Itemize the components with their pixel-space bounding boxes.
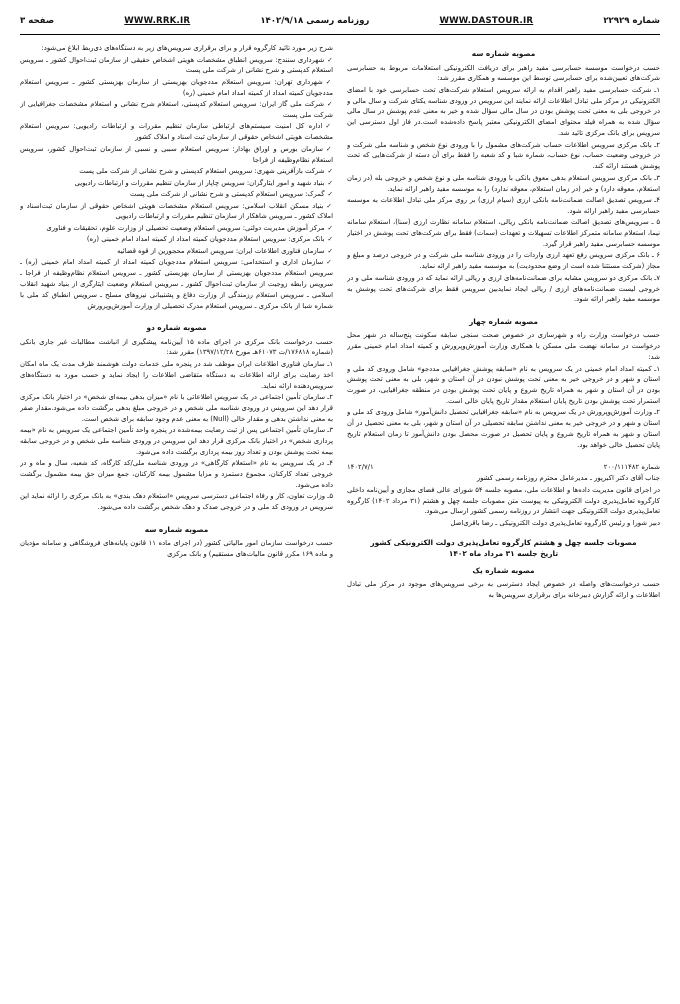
paragraph: ۲ـ بانک مرکزی سرویس اطلاعات حساب شرکت‌های مشمول را با ورودی نوع شخص و شناسه ملی شرکت و در خروجی وضعیت حساب، نوع حساب، شماره شبا و کد شعبه را فقط برای آن دسته از شرکت‌هایی که تحت پوشش هستند ارائه کند. (347, 140, 660, 171)
page-number: صفحه ۳ (20, 16, 55, 26)
spacer (20, 312, 333, 317)
checklist-item: ✓ بنیاد شهید و امور ایثارگران: سرویس چاپار از سازمان تنظیم مقررات و ارتباطات رادیویی (20, 178, 333, 189)
paragraph: حسب درخواست بانک مرکزی در اجرای ماده ۱۵ آیین‌نامه پیشگیری از انباشت مطالبات غیر جاری بانکی (شماره ۱۷۶۸۱۸/ت ۶۱۰۷۳هـ مورخ ۱۳۹۷/۱۲/۲۸) مقرر شد: (20, 337, 333, 357)
letter-reference (347, 462, 660, 473)
paragraph: ۵ـ وزارت تعاون، کار و رفاه اجتماعی دسترسی سرویس «استعلام دهک بندی» به بانک مرکزی را ارائه نماید این سرویس در ورودی کد ملی و در خروجی صدک و دهک شخص برگشت داده می‌شود. (20, 492, 333, 512)
right-column (347, 43, 660, 963)
paragraph: ۴ـ سرویس تصدیق اصالت ضمانت‌نامه بانکی ارزی (سیام ارزی) بر روی مرکز ملی تبادل اطلاعات به موسسه حسابرسی مفید راهبر ارائه شود. (347, 196, 660, 215)
letter-date: ۱۴۰۲/۷/۱ (347, 463, 374, 472)
issue-number: شماره ۲۲۹۲۹ (603, 16, 660, 26)
page-header (20, 12, 660, 35)
paragraph: حسب درخواست‌های واصله در خصوص ایجاد دسترسی به برخی سرویس‌های موجود در مرکز ملی تبادل اطلاعات و ارائه گزارش دبیرخانه برای برقراری سرویس‌ها به (347, 580, 660, 599)
checklist-item: ✓ شهرداری سنندج: سرویس انطباق مشخصات هویتی اشخاص حقیقی از سازمان ثبت‌احوال کشور ـ سرویس استعلام کدپستی و شرح نشانی از شرکت ملی پست (20, 55, 333, 77)
paragraph: ۴ـ در یک سرویس به نام «استعلام کارگاهی» در ورودی شناسه ملی/کد کارگاه، کد شعبه، سال و ماه و در خروجی تعداد کارکنان، مجموع دستمزد و مزایا مشمول بیمه کارکنان، جمع میزان حق بیمه مشمول برگشت داده می‌شود. (20, 459, 333, 489)
section-heading: مصوبه شماره یک (472, 565, 535, 575)
section-heading: مصوبه شماره سه (471, 49, 536, 58)
checklist-item: ✓ بنیاد مسکن انقلاب اسلامی: سرویس استعلام مشخصات هویتی اشخاص حقوقی از سازمان ثبت‌اسناد و املاک کشور ـ سرویس شاهکار از سازمان تنظیم مقررات و ارتباطات رادیویی (20, 201, 333, 223)
letter-number: شماره ۲۰۰/۱۱۱۴۸۲ (603, 463, 660, 472)
session-title: مصوبات جلسه چهل و هشتم کارگروه تعامل‌پذیری دولت الکترونیکی کشور تاریخ جلسه ۳۱ مرداد ماه ۱۴۰۲ (370, 537, 637, 559)
paragraph: دبیر شورا و رئیس کارگروه تعامل‌پذیری دولت الکترونیکی ـ رضا باقری‌اصل (450, 518, 660, 527)
paragraph: حسب درخواست سازمان امور مالیاتی کشور (در اجرای ماده ۱۱ قانون پایانه‌های فروشگاهی و سامانه مؤدیان و ماده ۱۶۹ مکرر قانون مالیات‌های مستقیم) و بانک مرکزی (20, 539, 333, 559)
paragraph: ۱ـ سازمان فناوری اطلاعات ایران موظف شد در پنجره ملی خدمات دولت هوشمند ظرف مدت یک ماه امکان اخذ رضایت برای ارائه اطلاعات به دستگاه متقاضی اطلاعات را ایجاد نماید و حسب مورد به دستگاه‌های سرویس‌دهنده ارائه نماید. (20, 359, 333, 390)
paragraph: شرح زیر مورد تائید کارگروه قرار و برای برقراری سرویس‌های زیر به دستگاه‌های ذی‌ربط ابلاغ می‌شود: (41, 44, 333, 52)
paragraph: جناب آقای دکتر اکبرپور ـ مدیرعامل محترم روزنامه رسمی کشور (476, 474, 660, 483)
columns (20, 43, 660, 963)
paragraph: ۷ـ بانک مرکزی دو سرویس مشابه برای ضمانت‌نامه‌های ارزی و ریالی ارائه نماید که در ورودی شناسه ملی و در خروجی لیست ضمانت‌نامه‌های ارزی / ریالی ایجاد نمایدبین سرویس فقط برای شرکت‌های تحت پوشش به موسسه مفید راهبر ارائه شود. (347, 273, 660, 304)
left-column (20, 43, 333, 963)
paragraph: ۲ـ وزارت آموزش‌وپرورش در یک سرویس به نام «سابقه جغرافیایی تحصیل دانش‌آموز» شامل ورودی کد ملی و استان و شهر و در خروجی خیر به معنی نداشتن سابقه تحصیلی در آن استان و شهر، بلی به معنی تحصیل در آن استان و شهر به همراه تاریخ شروع و پایان تحصیل در صورت محصل بودن دانش‌آموز تا زمان استعلام تاریخ پایان تحصیل خالی خواهد بود. (347, 408, 660, 449)
checklist-item: ✓ بانک مرکزی: سرویس استعلام مددجویان کمیته امداد از کمیته امداد امام خمینی (ره) (20, 234, 333, 245)
checklist-item: ✓ گمرک: سرویس استعلام کدپستی و شرح نشانی از شرکت ملی پست (20, 189, 333, 200)
section-heading: مصوبه شماره سه (144, 524, 209, 534)
paragraph: ۱ـ کمیته امداد امام خمینی در یک سرویس به نام «سابقه پوشش جغرافیایی مددجو» شامل ورودی کد ملی و استان و شهر و در خروجی خیر به معنی تحت پوشش نبودن در آن استان و شهر، بلی به معنی تحت پوشش بودن در آن استان و شهر به همراه تاریخ شروع و پایان تحت پوشش بودن در منطقه جغرافیایی، در صورت استمرار تحت پوشش بودن تاریخ پایان استعلام مقدار تاریخ پایان خالی است. (347, 364, 660, 405)
paragraph: ۶ ـ بانک مرکزی سرویس رفع تعهد ارزی واردات را در ورودی شناسه ملی شرکت و در خروجی درصد و مبلغ و مجاز (شرکت مستثنا شده است از وضع محدودیت) به موسسه مفید راهبر ارائه نماید. (347, 251, 660, 271)
paragraph: ۳ـ سازمان تأمین اجتماعی پس از ثبت رضایت بیمه‌شده در پنجره واحد تأمین اجتماعی یک سرویس به نام «بیمه پردازی شخص» در اختیار بانک مرکزی قرار دهد این سرویس در ورودی شناسه ملی شخص و در خروجی سابقه بیمه تحت پوشش بودن و تعداد روز بیمه پردازی برگشت داده می‌شود. (20, 426, 333, 456)
rrk-link[interactable]: WWW.RRK.IR (124, 16, 191, 26)
checklist-item: ✓ شرکت ملی گاز ایران: سرویس استعلام کدپستی، استعلام شرح نشانی و استعلام مشخصات جغرافیایی از شرکت ملی پست (20, 99, 333, 121)
paragraph: ۱ـ شرکت حسابرسی مفید راهبر اقدام به ارائه سرویس استعلام شرکت‌های تحت حسابرسی خود با امضای الکترونیکی در مرکز ملی تبادل اطلاعات ارائه نمایند این سرویس در ورودی شناسه یکتای شرکت و سال مالی و در خروجی بلی به معنی تحت پوشش بودن در سال مالی سؤال شده و خیر به معنی عدم پوشش در سال مالی سؤال شده به همراه فیلد محتوای امضای الکترونیکی معتبر پاسخ داده‌شده است.در فاز اول دسترسی این سرویس برای بانک مرکزی تائید شد. (347, 85, 660, 138)
paragraph: ۵ ـ سرویس‌های تصدیق اصالت ضمانت‌نامه بانکی ریالی، استعلام سامانه نظارت ارزی (سنا)، استعلام سامانه نیما، استعلام سامانه متمرکز اطلاعات تسهیلات و تعهدات (سمات) فقط برای شرکت‌های تحت پوشش در اختیار موسسه حسابرسی مفید راهبر قرار گیرد. (347, 218, 660, 248)
checklist-item: ✓ شرکت بازآفرینی شهری: سرویس استعلام کدپستی و شرح نشانی از شرکت ملی پست (20, 166, 333, 177)
newspaper-page (20, 12, 660, 972)
paragraph: ۳ـ بانک مرکزی سرویس استعلام بدهی معوق بانکی با ورودی شناسه ملی و نوع شخص و خروجی بله (در زمان استعلام، معوقه دارد) و خیر (در زمان استعلام، معوقه ندارد) را به موسسه مفید راهبر ارائه نماید. (347, 173, 660, 193)
section-heading: مصوبه شماره دو (146, 323, 207, 333)
publication-date: روزنامه رسمی ۱۴۰۲/۹/۱۸ (260, 16, 370, 26)
section-heading: مصوبه شماره چهار (469, 316, 538, 326)
paragraph: حسب درخواست موسسه حسابرسی مفید راهبر برای دریافت الکترونیکی استعلامات مربوط به حسابرسی شرکت‌های تعیین‌شده برای حسابرسی توسط این موسسه و همکاری مقرر شد: (347, 63, 660, 83)
paragraph: ۲ـ سازمان تأمین اجتماعی در یک سرویس اطلاعاتی با نام «میزان بدهی بیمه‌ای شخص» در اختیار بانک مرکزی قرار دهد این سرویس در ورودی شناسه ملی شخص و در خروجی مبلغ بدهی برگشت داده می‌شود.مقدار صفر به معنی نداشتن بدهی و مقدار خالی (Null) به معنی عدم وجود سابقه برای شخص است. (20, 393, 333, 423)
spacer (20, 514, 333, 519)
checklist-item: ✓ شهرداری تهران: سرویس استعلام مددجویان بهزیستی از سازمان بهزیستی کشور ـ سرویس استعلام مددجویان کمیته امداد از کمیته امداد امام خمینی (ره) (20, 77, 333, 99)
paragraph: حسب درخواست وزارت راه و شهرسازی در خصوص صحت سنجی سابقه سکونت پنج‌ساله در شهر محل درخواست در سامانه نهضت ملی مسکن با همکاری وزارت آموزش‌وپرورش و کمیته امداد امام خمینی مقرر شد: (347, 331, 660, 362)
spacer (347, 306, 660, 311)
checklist-item: ✓ مرکز آموزش مدیریت دولتی: سرویس استعلام وضعیت تحصیلی از وزارت علوم، تحقیقات و فناوری (20, 223, 333, 234)
dastour-link[interactable]: WWW.DASTOUR.IR (439, 16, 534, 26)
checklist-item: ✓ سازمان بورس و اوراق بهادار: سرویس استعلام سببی و نسبی از سازمان ثبت‌احوال کشور، سرویس استعلام نظام‌وظیفه از فراجا (20, 144, 333, 166)
spacer (347, 451, 660, 456)
paragraph: در اجرای قانون مدیریت داده‌ها و اطلاعات ملی، مصوبه جلسه ۵۴ شورای عالی فضای مجازی و آیین‌نامه داخلی کارگروه تعامل‌پذیری دولت الکترونیکی به پیوست متن مصوبات جلسه چهل و هشتم (۳۱ مرداد ۱۴۰۲) کارگروه تعامل‌پذیری دولت الکترونیکی جهت انتشار در روزنامه رسمی کشور ارسال می‌شود. (347, 485, 660, 516)
checklist-item: ✓ سازمان اداری و استخدامی: سرویس استعلام مددجویان کمیته امداد از کمیته امداد امام خمینی (ره) ـ سرویس استعلام مددجویان بهزیستی از سازمان بهزیستی کشور ـ سرویس استعلام نظام‌وظیفه از فراجا ـ سرویس رابطه زوجیت از سازمان ثبت‌احوال کشور ـ سرویس استعلام وضعیت ایثارگری از بنیاد شهید انقلاب اسلامی ـ سرویس استعلام رزمندگی از وزارت دفاع و پشتیبانی نیروهای مسلح ـ سرویس انطباق کد ملی با شماره شبا از بانک مرکزی ـ سرویس استعلام مدرک تحصیلی از وزارت آموزش‌وپرورش (20, 257, 333, 311)
checklist-item: ✓ اداره کل امنیت سیستم‌های ارتباطی سازمان تنظیم مقررات و ارتباطات رادیویی: سرویس استعلام مشخصات هویتی اشخاص حقوقی از سازمان ثبت اسناد و املاک کشور (20, 121, 333, 143)
checklist-item: ✓ سازمان فناوری اطلاعات ایران: سرویس استعلام محجورین از قوه قضائیه (20, 246, 333, 257)
